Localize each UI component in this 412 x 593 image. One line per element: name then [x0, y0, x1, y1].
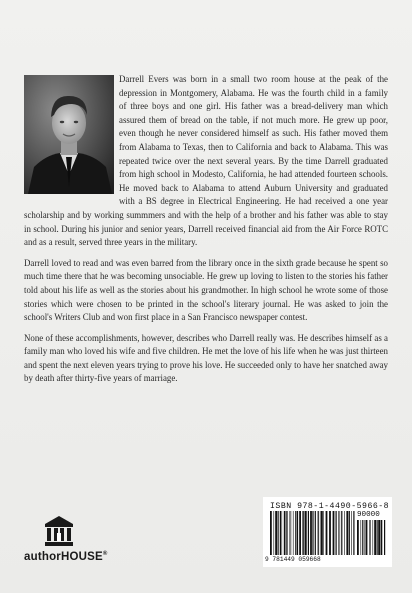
barcode-bar	[326, 511, 328, 555]
barcode-bar	[321, 511, 323, 555]
barcode-bar	[377, 520, 378, 555]
barcode-bar	[346, 511, 348, 555]
barcode-bar	[308, 511, 309, 555]
ean-number: 9 781449 059668	[265, 556, 321, 563]
bio-paragraph-2: Darrell loved to read and was even barred from the library once in the sixth grade because he spent so much time there that he was becoming unsociable. He grew up loving to listen to the stories his father told about his life as well as the stories about his grandmother. In high school he wrote some of those stories which were chosen to be printed in the school's literary journal. He was asked to join the school's Writers Club and won first place in a San Francisco newspaper contest.	[24, 257, 388, 323]
barcode-bar	[290, 511, 291, 555]
price-code: 90000	[357, 511, 380, 519]
barcode-bar	[291, 511, 292, 555]
barcode-bar	[299, 511, 301, 555]
publisher-name-text: authorHOUSE	[24, 551, 103, 563]
barcode-bar	[270, 511, 272, 555]
barcode-bar	[378, 520, 380, 555]
barcode-bar	[303, 511, 304, 555]
barcode-bar	[351, 511, 352, 555]
barcode-bar	[320, 511, 321, 555]
bio-paragraph-1: Darrell Evers was born in a small two room house at the peak of the depression in Montgomery, Alabama. He was the fourth child in a family of three boys and one girl. His father was a bread-delivery man which assured them of bread on the table, if not much more. He grew up poor, even though he never considered himself as such. His father moved them from Alabama to Texas, then to California and back to Alabama. This was repeated twice over the next several years. By the time Darrell graduated from high school in Modesto, California, he had attended fourteen schools. He moved back to Alabama to attend Auburn University and graduated with a BS degree in Electrical Engineering. He had received a one year scholarship and by working summmers and with the help of a brother and his father was able to stay in school. During his junior and senior years, Darrell received financial aid from the Air Force ROTC and as a result, served three years in the military.	[24, 74, 388, 248]
publisher-logo	[24, 515, 120, 571]
barcode-bar	[336, 511, 337, 555]
barcode-bar	[333, 511, 335, 555]
author-bio	[24, 73, 388, 393]
barcode-bar	[338, 511, 339, 555]
barcode	[263, 497, 392, 567]
barcode-bar	[274, 511, 275, 555]
barcode-bar	[362, 520, 363, 555]
barcode-bar	[370, 520, 371, 555]
barcode-bar	[344, 511, 345, 555]
barcode-bar	[282, 511, 283, 555]
barcode-bar	[369, 520, 370, 555]
barcode-bar	[373, 520, 374, 555]
barcode-bar	[361, 520, 362, 555]
publisher-name	[24, 551, 108, 563]
barcode-bar	[312, 511, 313, 555]
barcode-bar	[278, 511, 279, 555]
barcode-bar	[384, 520, 385, 555]
barcode-bar	[366, 520, 368, 555]
barcode-bar	[341, 511, 342, 555]
barcode-bar	[284, 511, 285, 555]
building-columns-icon	[44, 515, 74, 547]
barcode-bar	[275, 511, 277, 555]
barcode-bar	[318, 511, 319, 555]
barcode-bar	[310, 511, 312, 555]
barcode-bar	[315, 511, 316, 555]
barcode-bar	[280, 511, 281, 555]
barcode-bar	[286, 511, 287, 555]
barcode-bar	[297, 511, 298, 555]
addon-barcode-bars	[357, 520, 386, 555]
barcode-bar	[349, 511, 350, 555]
barcode-bar	[323, 511, 324, 555]
barcode-bar	[374, 520, 376, 555]
barcode-bar	[381, 520, 383, 555]
barcode-bar	[305, 511, 307, 555]
barcode-bar	[365, 520, 366, 555]
barcode-bar	[293, 511, 294, 555]
barcode-bar	[329, 511, 331, 555]
isbn-label: ISBN 978-1-4490-5966-8	[270, 502, 390, 511]
barcode-bar	[287, 511, 288, 555]
bio-paragraph-3: None of these accomplishments, however, describes who Darrell really was. He describes himself as a family man who loved his wife and five children. He met the love of his life when he was just thirteen and spent the next eleven years trying to prove his love. He succeeded only to have her snatched away by death after thirty-five years of marriage.	[24, 332, 388, 384]
barcode-bar	[357, 520, 359, 555]
barcode-bar	[295, 511, 296, 555]
registered-mark: ®	[102, 551, 108, 557]
barcode-bar	[340, 511, 341, 555]
ean-barcode-bars	[270, 511, 356, 555]
barcode-bar	[302, 511, 303, 555]
barcode-bar	[353, 511, 354, 555]
